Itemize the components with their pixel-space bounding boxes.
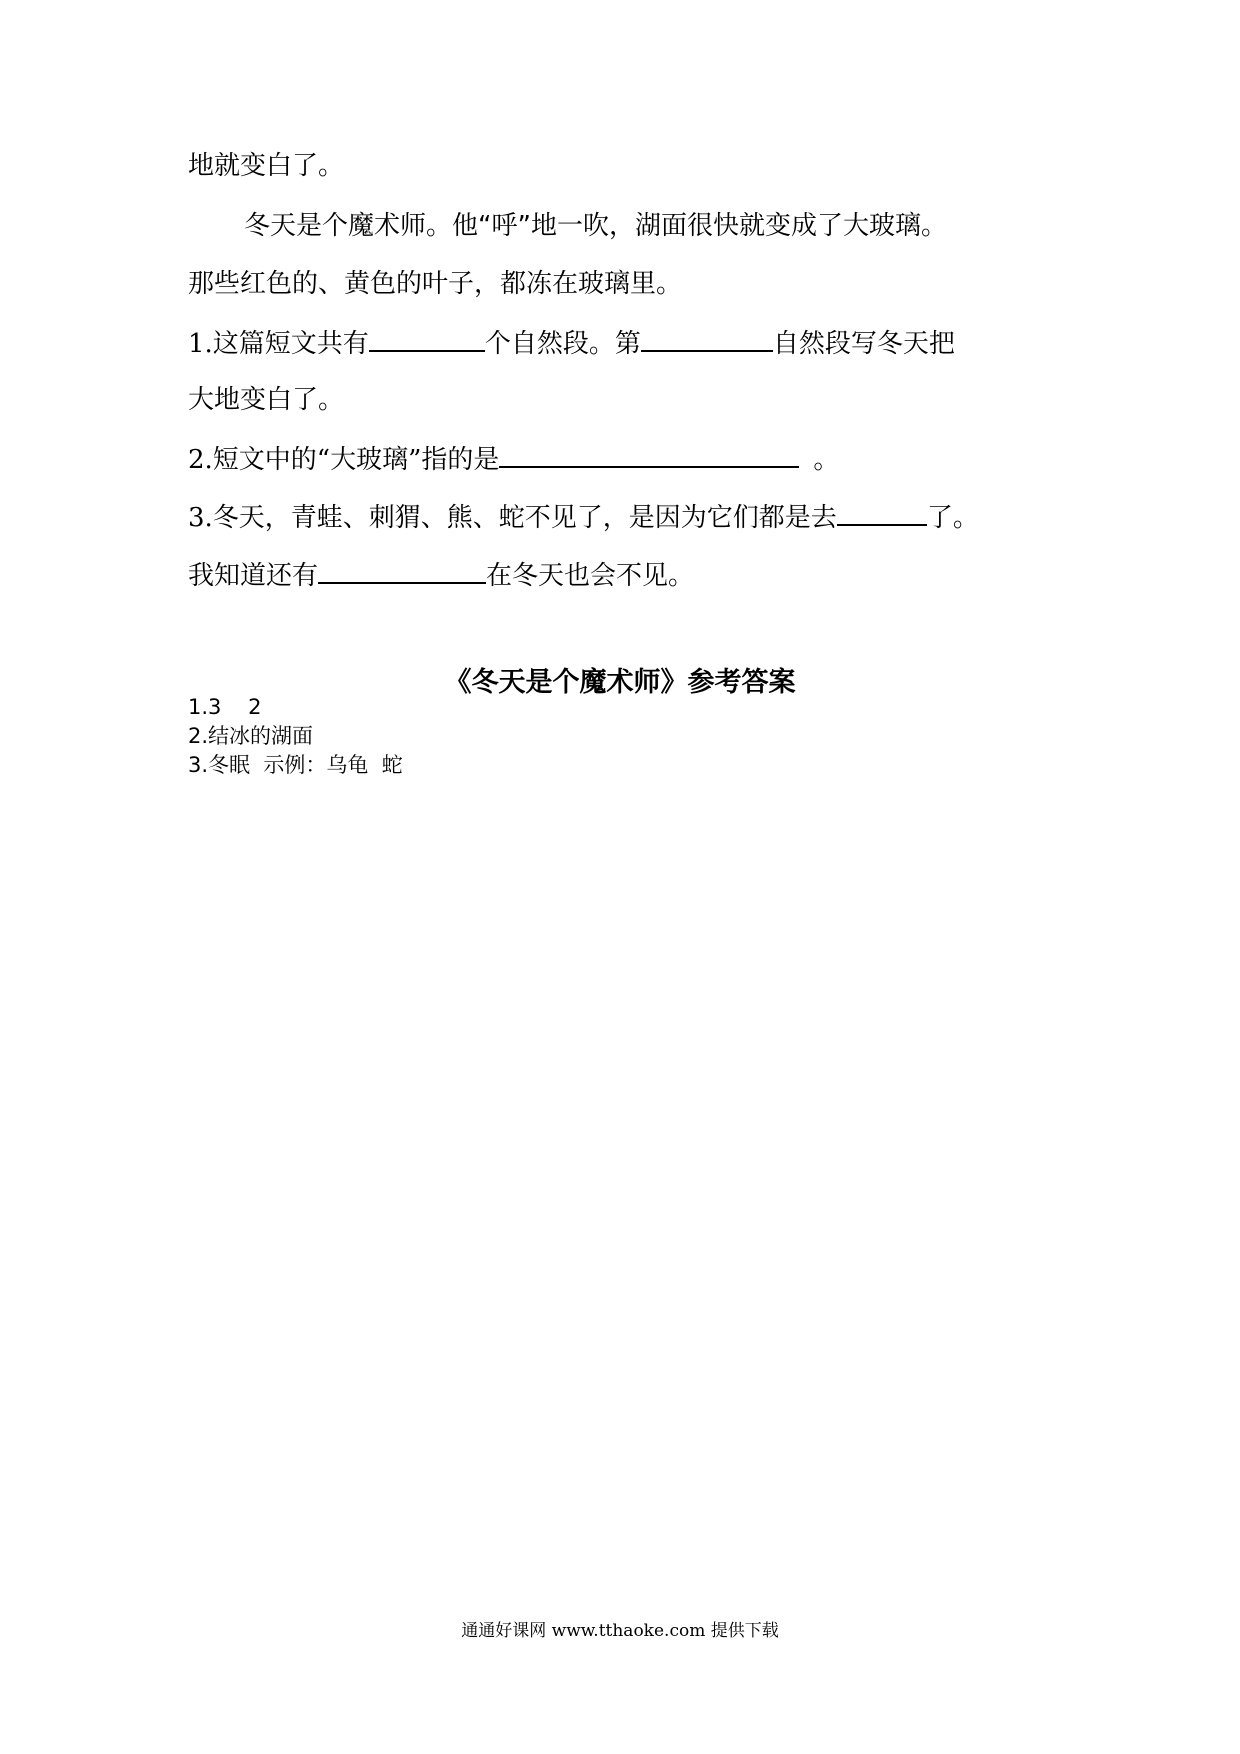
answer-blank[interactable] (318, 558, 486, 584)
question-1-line-2: 大地变白了。 (188, 385, 345, 415)
answer-1: 1.3 2 (188, 695, 262, 719)
question-1-text-b: 个自然段。第 (484, 329, 641, 359)
question-2 (188, 442, 839, 476)
question-1-text-a: 1.这篇短文共有 (188, 329, 369, 359)
question-3-line-2-text-a: 我知道还有 (188, 561, 319, 591)
passage-line-3: 那些红色的、黄色的叶子，都冻在玻璃里。 (188, 269, 683, 299)
footer-credit: 通通好课网 www.tthaoke.com 提供下载 (461, 1621, 779, 1641)
question-3-line-2-text-b: 在冬天也会不见。 (486, 561, 695, 591)
question-3-line-2 (188, 558, 694, 592)
question-3 (188, 500, 979, 534)
answer-blank[interactable] (641, 326, 773, 352)
question-2-text-b: 。 (813, 445, 840, 475)
question-1 (188, 326, 955, 360)
answer-blank[interactable] (837, 500, 927, 526)
answer-3: 3.冬眠 示例：乌龟 蛇 (188, 753, 403, 777)
question-1-text-c: 自然段写冬天把 (772, 329, 955, 359)
answer-2: 2.结冰的湖面 (188, 724, 314, 748)
question-2-text-a: 2.短文中的“大玻璃”指的是 (188, 445, 500, 475)
question-3-text-b: 了。 (926, 503, 979, 533)
answer-key-title: 《冬天是个魔术师》参考答案 (444, 667, 796, 698)
passage-line-2: 冬天是个魔术师。他“呼”地一吹，湖面很快就变成了大玻璃。 (244, 211, 947, 241)
answer-blank[interactable] (369, 326, 485, 352)
passage-line-1: 地就变白了。 (188, 151, 345, 181)
answer-blank[interactable] (499, 442, 799, 468)
question-3-text-a: 3.冬天，青蛙、刺猬、熊、蛇不见了，是因为它们都是去 (188, 503, 837, 533)
